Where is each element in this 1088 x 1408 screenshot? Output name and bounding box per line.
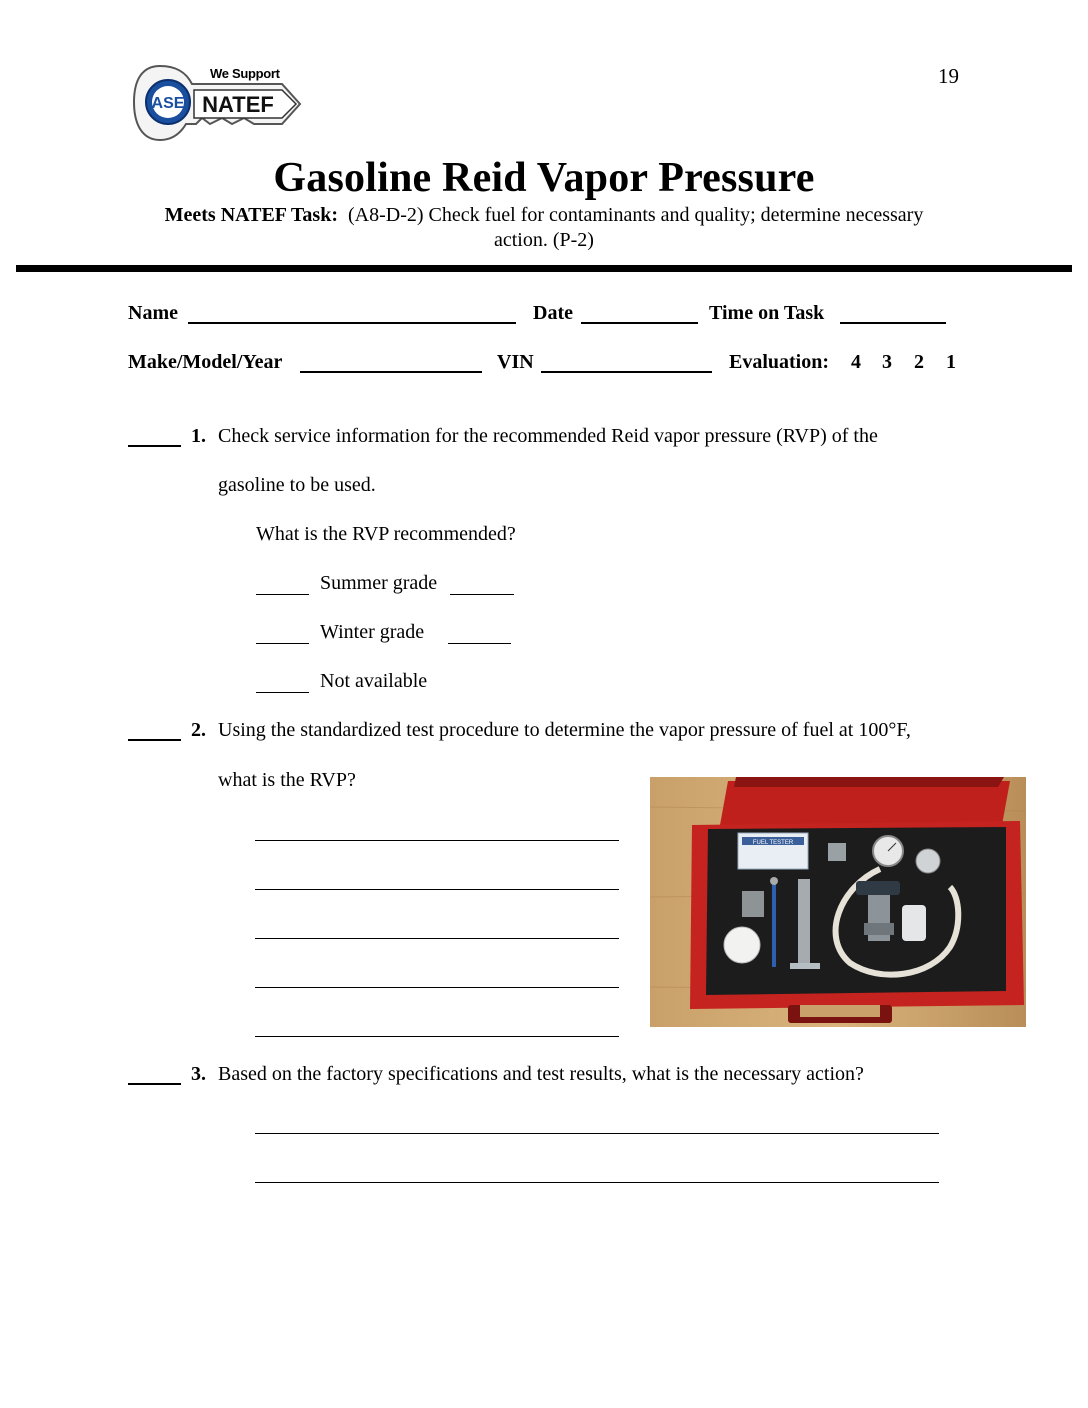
item-2-text-line2: what is the RVP? xyxy=(218,769,356,791)
evaluation-score-3[interactable]: 3 xyxy=(882,351,892,373)
item-1-check-blank[interactable] xyxy=(128,445,181,447)
item-2-answer-line[interactable] xyxy=(255,1036,619,1037)
summer-grade-label: Summer grade xyxy=(320,572,438,594)
time-on-task-field[interactable] xyxy=(840,322,946,324)
name-label: Name xyxy=(128,302,178,324)
not-available-check-blank[interactable] xyxy=(256,692,309,693)
winter-grade-check-blank[interactable] xyxy=(256,643,309,644)
item-2-answer-line[interactable] xyxy=(255,987,619,988)
make-model-year-label: Make/Model/Year xyxy=(128,351,283,373)
rvp-tester-kit-photo xyxy=(650,777,1026,1027)
item-3-text-line1: Based on the factory specifications and test results, what is the necessary action? xyxy=(218,1063,864,1085)
evaluation-score-1[interactable]: 1 xyxy=(946,351,956,373)
svg-text:NATEF: NATEF xyxy=(202,92,274,117)
svg-text:ASE: ASE xyxy=(151,95,185,112)
item-1-text-line1: Check service information for the recommended Reid vapor pressure (RVP) of the xyxy=(218,425,878,447)
page-number: 19 xyxy=(938,64,959,88)
winter-grade-label: Winter grade xyxy=(320,621,425,643)
item-2-number: 2. xyxy=(191,719,206,741)
kit-label: FUEL TESTER xyxy=(752,840,794,846)
not-available-label: Not available xyxy=(320,670,428,692)
logo-tagline: We Support xyxy=(210,66,280,81)
time-on-task-label: Time on Task xyxy=(709,302,825,324)
summer-grade-value-blank[interactable] xyxy=(450,594,514,595)
item-3-answer-line[interactable] xyxy=(255,1182,939,1183)
evaluation-label: Evaluation: xyxy=(729,351,830,373)
make-model-year-field[interactable] xyxy=(300,371,482,373)
vin-label: VIN xyxy=(497,351,534,373)
header-divider xyxy=(16,265,1072,272)
name-field[interactable] xyxy=(188,322,516,324)
item-2-text-line1: Using the standardized test procedure to determine the vapor pressure of fuel at 100°F, xyxy=(218,719,911,741)
item-2-answer-line[interactable] xyxy=(255,938,619,939)
item-1-question: What is the RVP recommended? xyxy=(256,523,516,545)
summer-grade-check-blank[interactable] xyxy=(256,594,309,595)
item-2-check-blank[interactable] xyxy=(128,739,181,741)
evaluation-score-4[interactable]: 4 xyxy=(851,351,861,373)
evaluation-score-2[interactable]: 2 xyxy=(914,351,924,373)
item-1-text-line2: gasoline to be used. xyxy=(218,474,376,496)
item-3-answer-line[interactable] xyxy=(255,1133,939,1134)
vin-field[interactable] xyxy=(541,371,712,373)
task-description xyxy=(120,203,968,253)
date-label: Date xyxy=(533,302,573,324)
winter-grade-value-blank[interactable] xyxy=(448,643,511,644)
item-2-answer-line[interactable] xyxy=(255,840,619,841)
task-text-line2: action. (P-2) xyxy=(494,229,594,251)
item-2-answer-line[interactable] xyxy=(255,889,619,890)
item-1-number: 1. xyxy=(191,425,206,447)
date-field[interactable] xyxy=(581,322,698,324)
task-label: Meets NATEF Task: xyxy=(164,204,338,226)
page-title: Gasoline Reid Vapor Pressure xyxy=(273,155,815,201)
task-text-line1: (A8-D-2) Check fuel for contaminants and quality; determine necessary xyxy=(347,204,924,226)
item-3-check-blank[interactable] xyxy=(128,1083,181,1085)
item-3-number: 3. xyxy=(191,1063,206,1085)
